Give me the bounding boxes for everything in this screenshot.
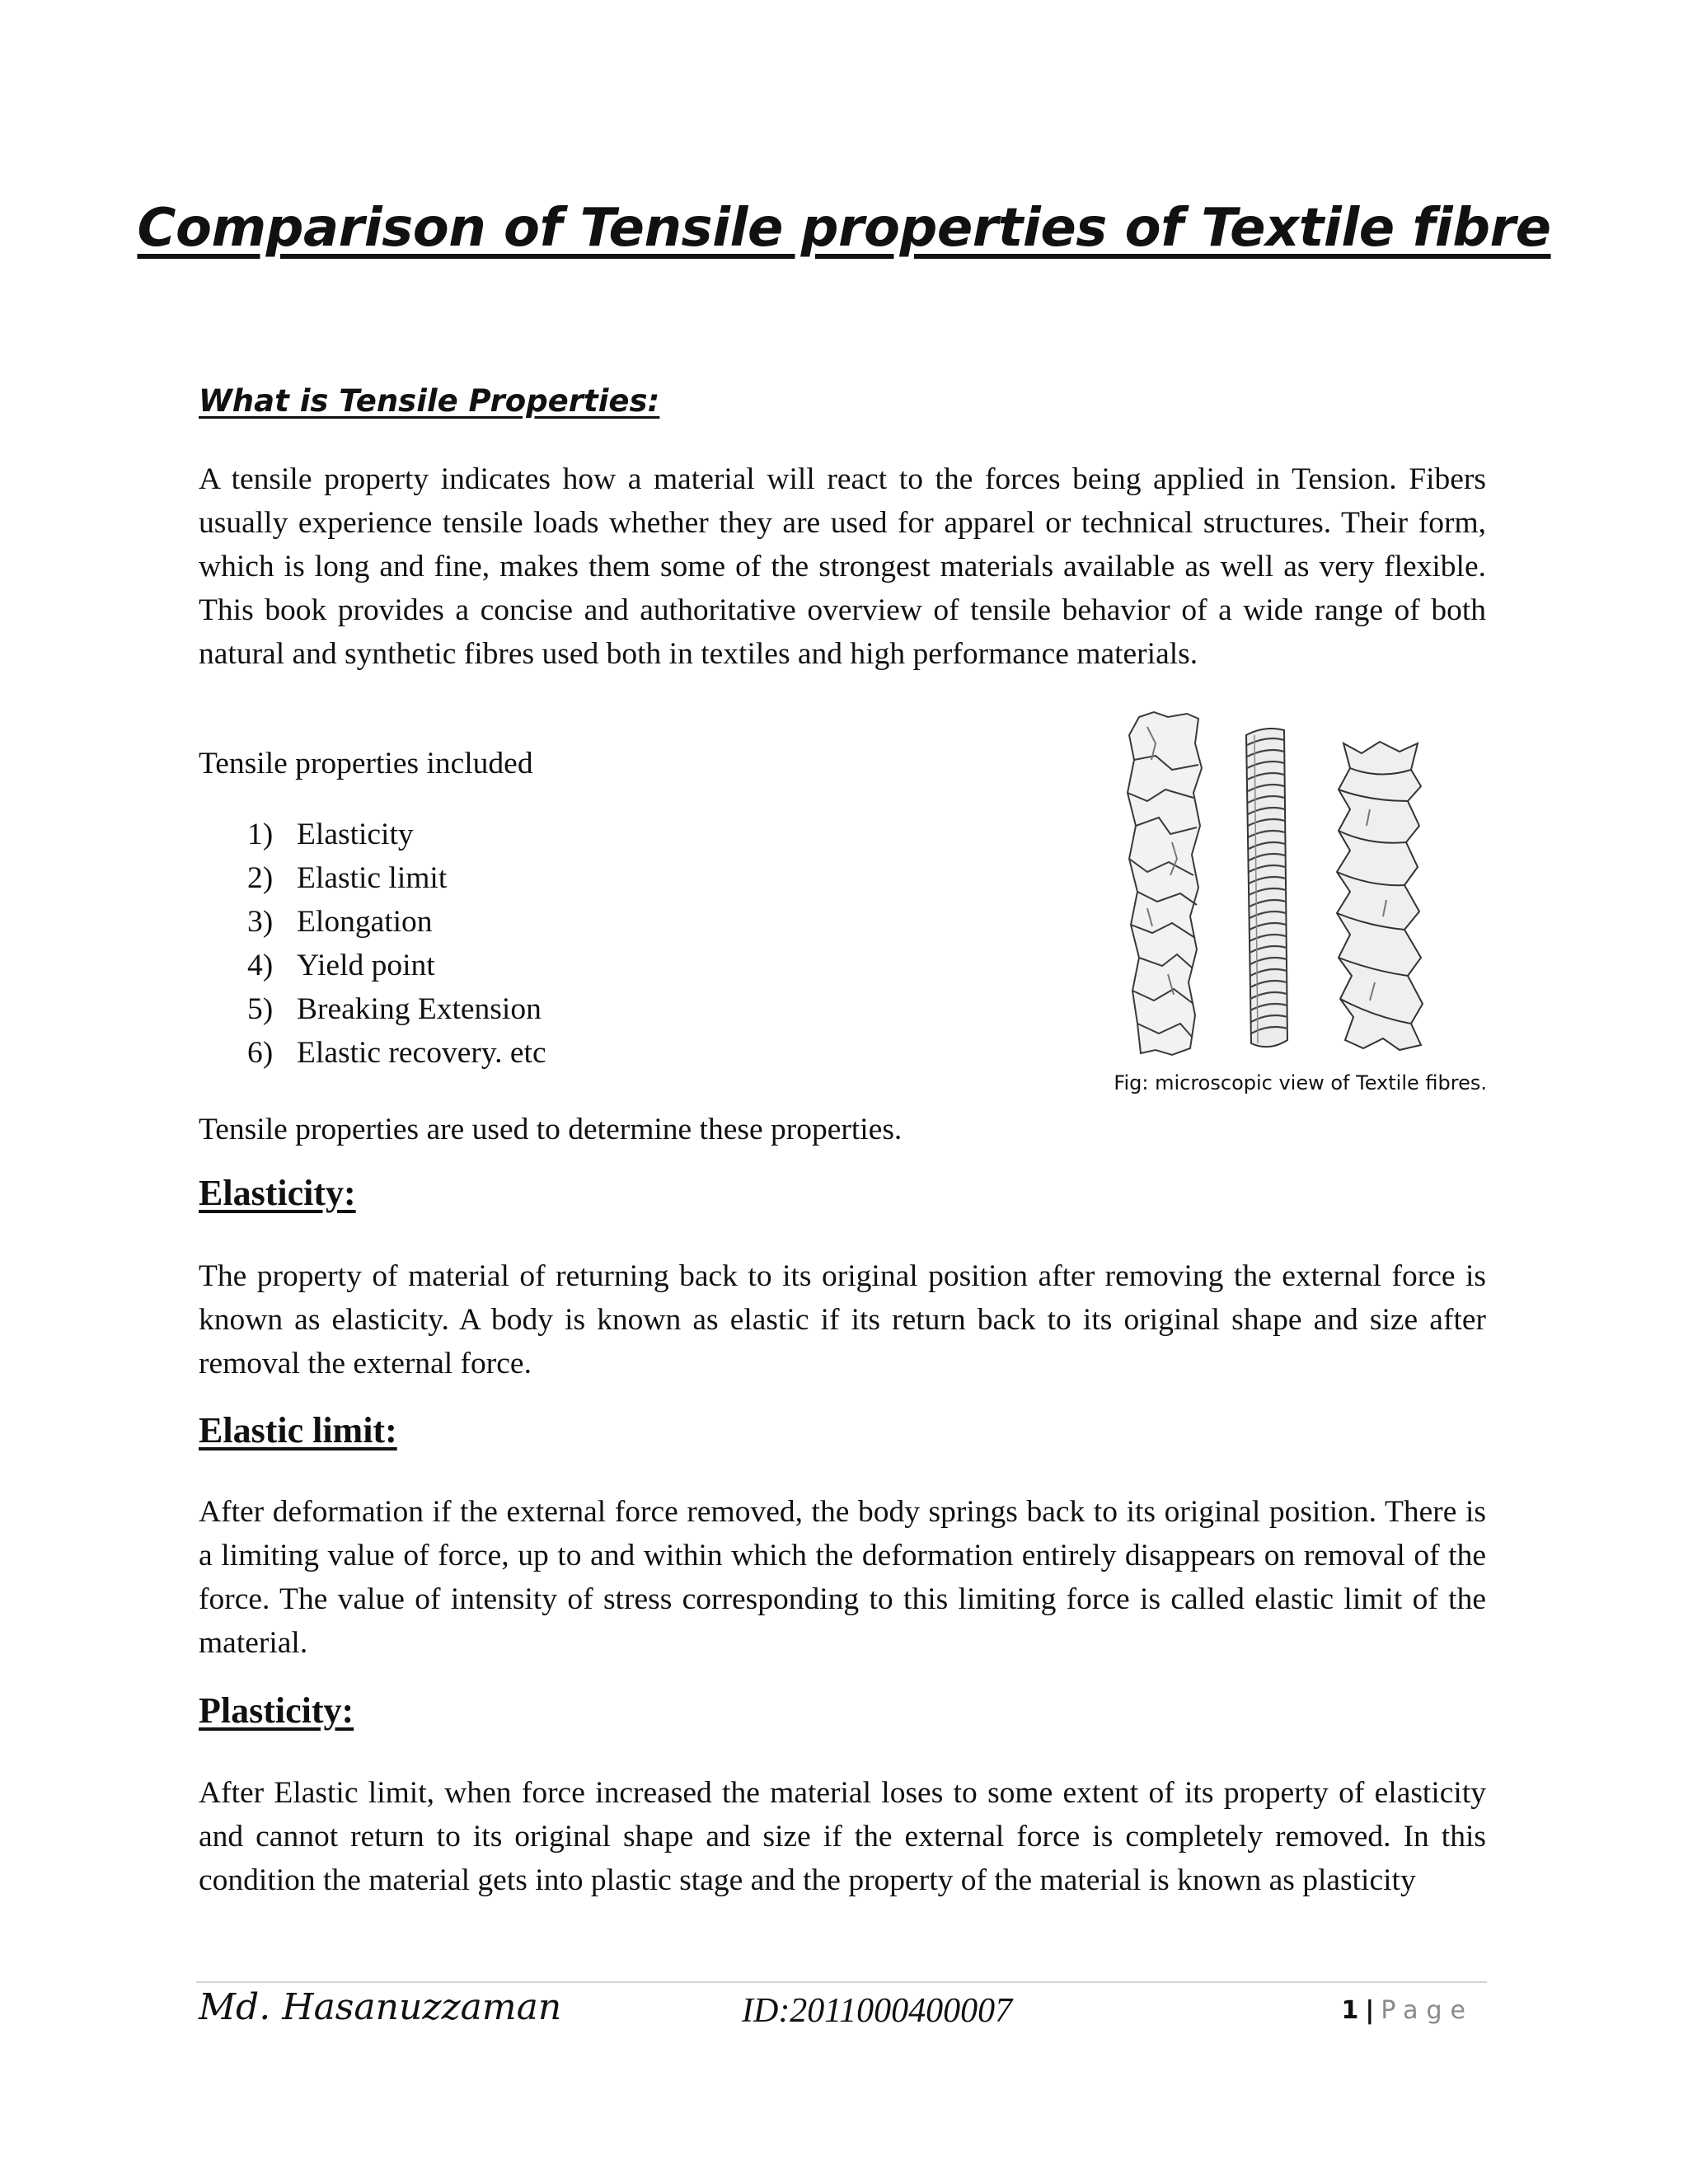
list-item-text: Elastic recovery. etc <box>297 1036 546 1070</box>
elasticity-heading: Elasticity: <box>199 1173 356 1213</box>
list-item-number: 4) <box>247 949 274 982</box>
list-item-text: Elastic limit <box>297 861 448 895</box>
list-item-number: 1) <box>247 818 274 851</box>
list-item-number: 3) <box>247 905 274 939</box>
tensile-properties-list <box>247 813 546 1075</box>
twisted-fibre-drawing <box>1246 729 1287 1047</box>
list-item <box>247 856 546 900</box>
list-item <box>247 987 546 1031</box>
page-number: 1 <box>1341 1996 1359 2025</box>
footer-divider <box>196 1981 1487 1983</box>
list-item-text: Elongation <box>297 905 433 939</box>
elastic-limit-paragraph: After deformation if the external force removed, the body springs back to its original position. There is a limiting value of force, up to and within which the deformation entirely disappears on removal of the force. The value of intensity of stress corresponding to this limiting force is called elastic limit of the material. <box>199 1495 1486 1660</box>
figure-caption: Fig: microscopic view of Textile fibres. <box>1114 1071 1487 1094</box>
elasticity-paragraph: The property of material of returning back to its original position after removing the external force is known as elasticity. A body is known as elastic if its return back to its original shape and size after removal the external force. <box>199 1259 1486 1380</box>
list-item <box>247 900 546 944</box>
footer-author: Md. Hasanuzzaman <box>199 1986 562 2028</box>
intro-paragraph: A tensile property indicates how a material will react to the forces being applied in Tension. Fibers usually experience tensile loads whether they are used for apparel or technical structures. Their form, which is long and fine, makes them some of the strongest materials available as well as very flexible. This book provides a concise and authoritative overview of tensile behavior of a wide range of both natural and synthetic fibres used both in textiles and high performance materials. <box>199 462 1486 671</box>
list-item <box>247 813 546 856</box>
intro-heading: What is Tensile Properties: <box>199 383 660 419</box>
list-outro: Tensile properties are used to determine these properties. <box>199 1113 903 1146</box>
footer-page-number <box>1342 1996 1474 2025</box>
page-title: Comparison of Tensile properties of Textile fibre <box>137 198 1551 259</box>
textile-fibres-illustration <box>1123 710 1444 1061</box>
footer-student-id: ID:2011000400007 <box>742 1992 1013 2030</box>
list-item <box>247 944 546 987</box>
page-word: Page <box>1381 1996 1474 2025</box>
list-item-text: Elasticity <box>297 818 414 851</box>
plasticity-heading: Plasticity: <box>199 1690 354 1731</box>
layered-scale-fibre-drawing <box>1337 742 1423 1050</box>
scaly-fibre-drawing <box>1128 712 1202 1055</box>
page-separator: | <box>1365 1996 1375 2025</box>
list-item-text: Breaking Extension <box>297 992 542 1026</box>
list-item-number: 5) <box>247 992 274 1026</box>
list-item <box>247 1031 546 1075</box>
list-item-number: 2) <box>247 861 274 895</box>
list-intro: Tensile properties included <box>199 747 533 780</box>
list-item-number: 6) <box>247 1036 274 1070</box>
plasticity-paragraph: After Elastic limit, when force increased the material loses to some extent of its property of elasticity and cannot return to its original shape and size if the external force is completely removed. In this condition the material gets into plastic stage and the property of the material is known as plasticity <box>199 1776 1486 1897</box>
elastic-limit-heading: Elastic limit: <box>199 1410 397 1451</box>
list-item-text: Yield point <box>297 949 435 982</box>
